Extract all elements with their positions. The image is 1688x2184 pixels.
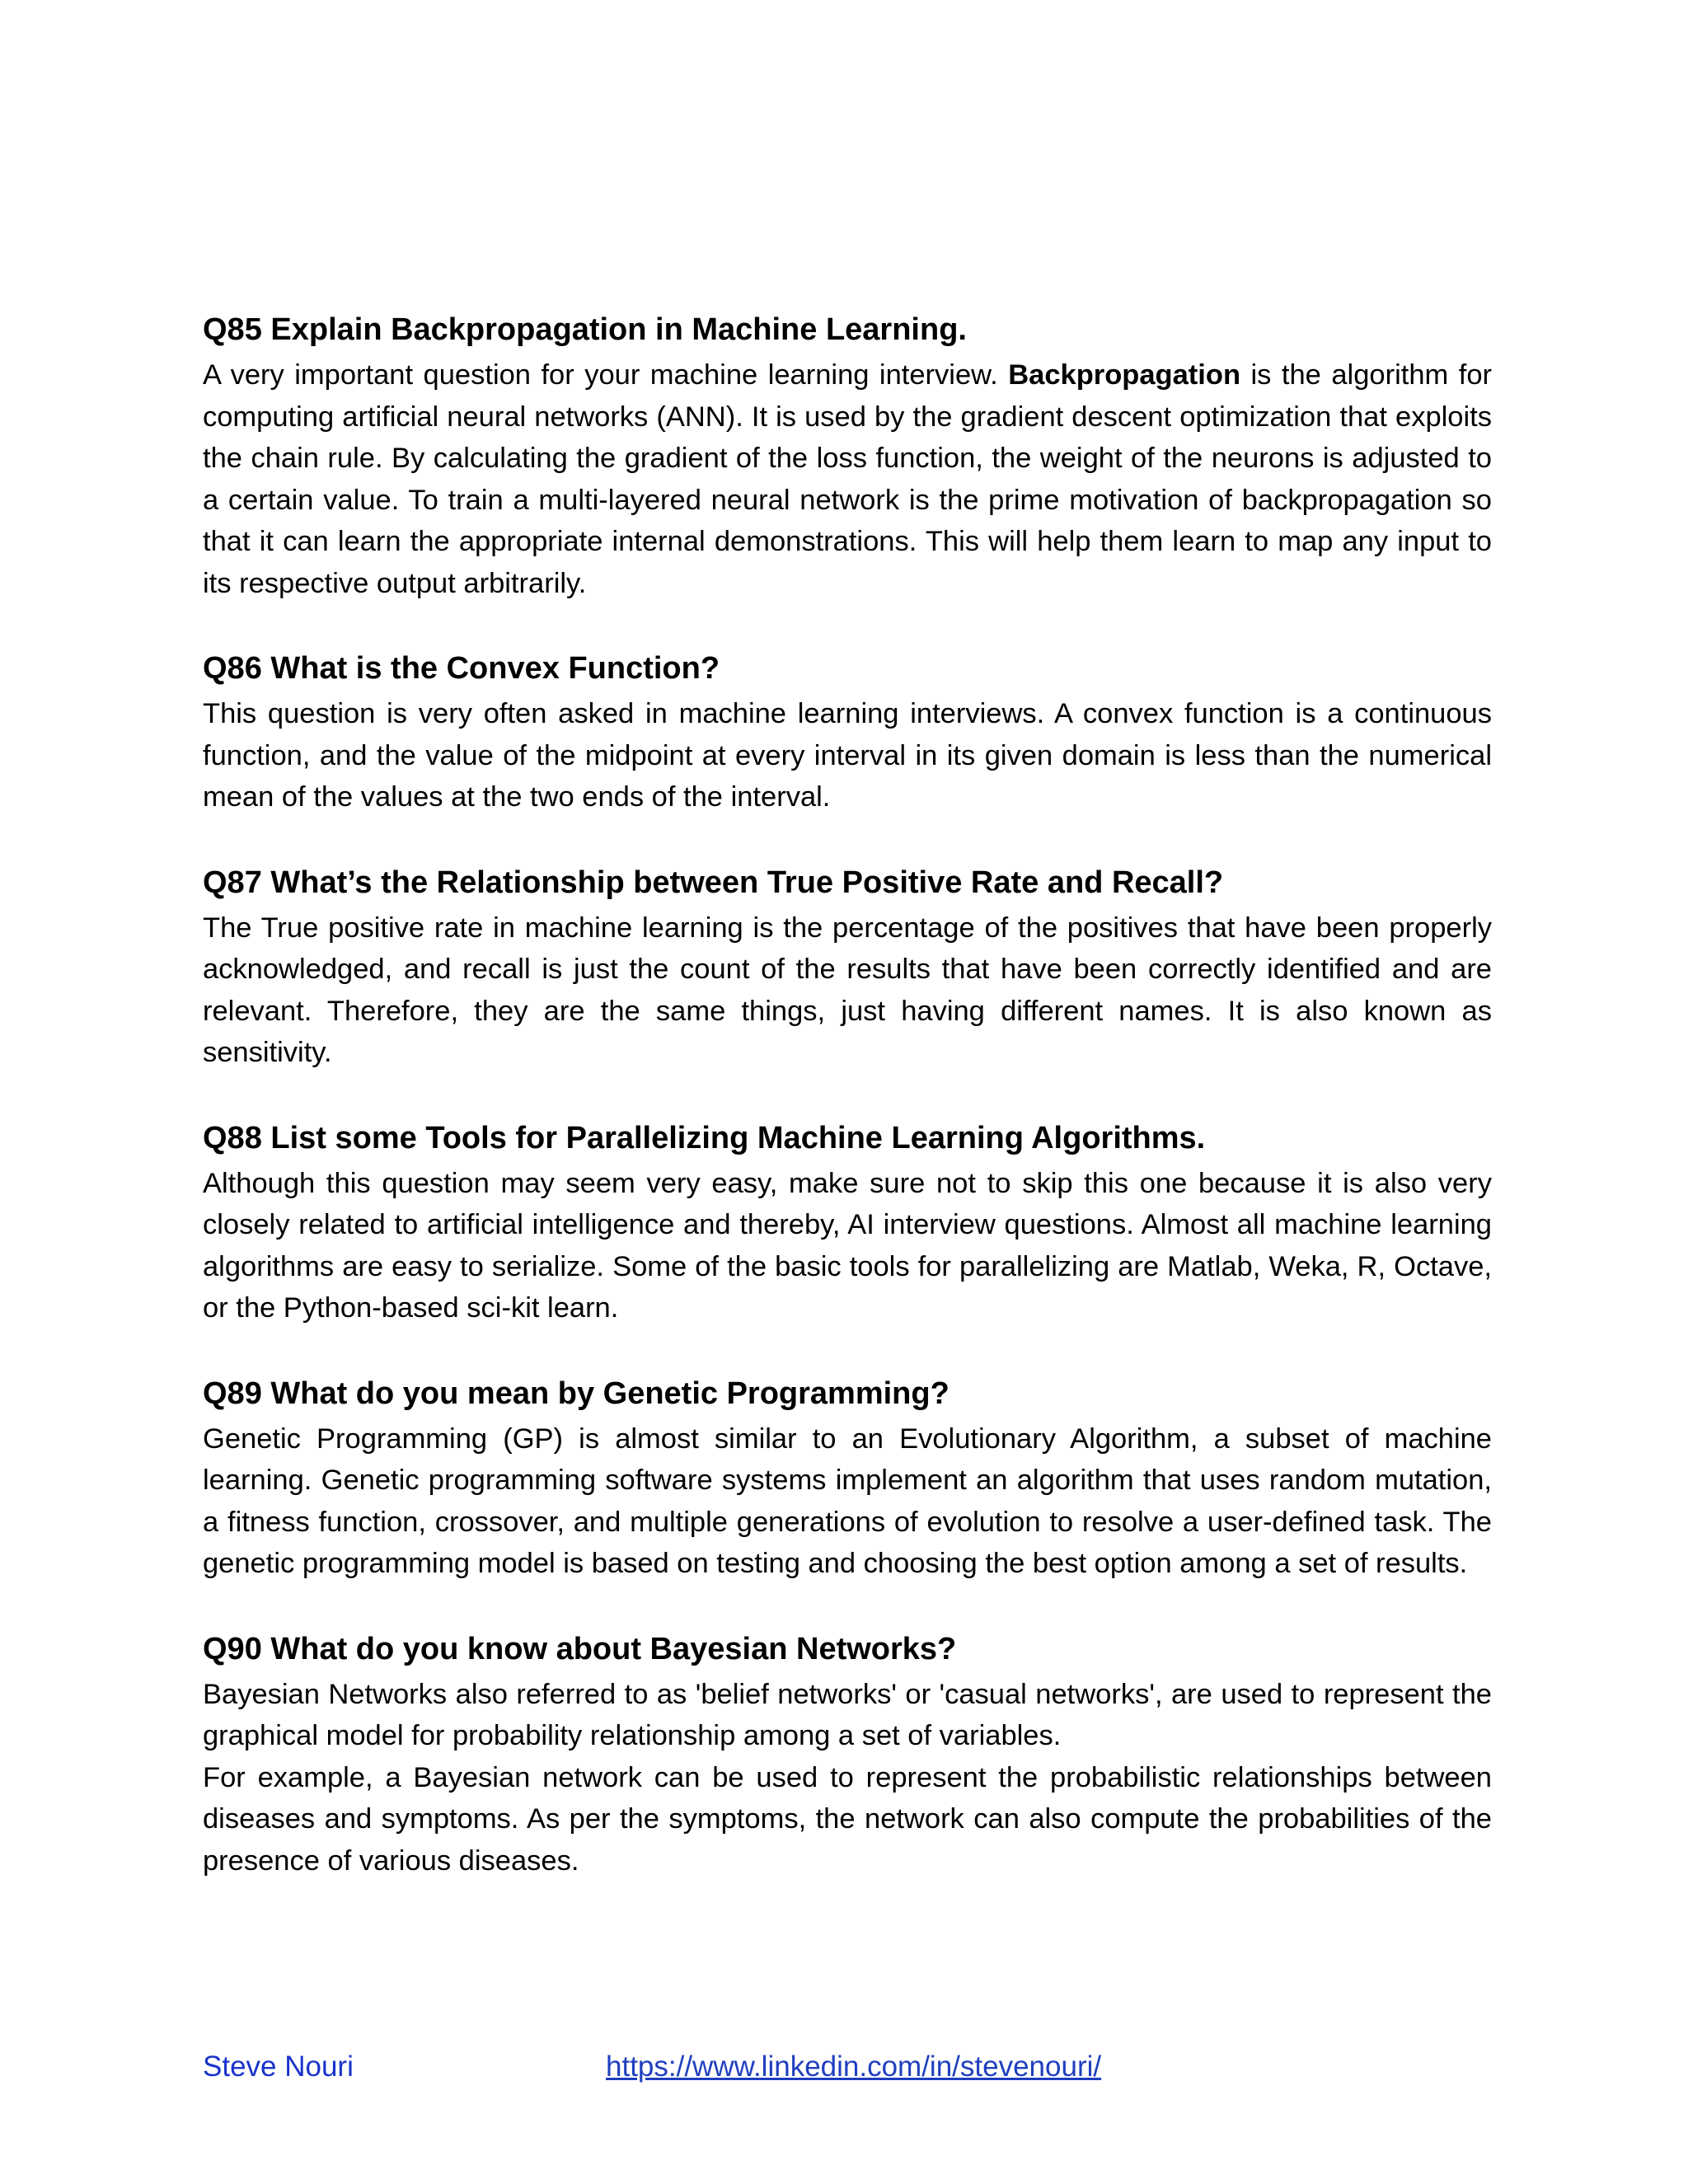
question-answer — [203, 354, 1492, 604]
question-answer: The True positive rate in machine learning is the percentage of the positives that have been properly acknowledged, and recall is just the count of the results that have been correctly identified and are relevant. Therefore, they are the same things, just having different names. It is also known as sensitivity. — [203, 912, 1492, 1068]
answer-text: is the algorithm for computing artificial neural networks (ANN). It is used by the gradient descent optimization that exploits the chain rule. By calculating the gradient of the loss function, the weight of the neurons is adjusted to a certain value. To train a multi-layered neural network is the prime motivation of backpropagation so that it can learn the appropriate internal demonstrations. This will help them learn to map any input to its respective output arbitrarily. — [203, 359, 1492, 599]
question-title: Q88 List some Tools for Parallelizing Machine Learning Algorithms. — [203, 1120, 1206, 1155]
question-answer: Genetic Programming (GP) is almost similar to an Evolutionary Algorithm, a subset of machine learning. Genetic programming software systems implement an algorithm that uses random mutation, a fitness function, crossover, and multiple generations of evolution to resolve a user-defined task. The genetic programming model is based on testing and choosing the best option among a set of results. — [203, 1422, 1492, 1579]
footer-author: Steve Nouri — [203, 2050, 354, 2083]
question-title: Q85 Explain Backpropagation in Machine Learning. — [203, 312, 967, 347]
question-90 — [203, 1628, 1492, 1882]
question-88 — [203, 1117, 1492, 1329]
answer-text: A very important question for your machine learning interview. — [203, 359, 1009, 391]
question-87 — [203, 861, 1492, 1074]
answer-bold-term: Backpropagation — [1008, 359, 1241, 391]
question-title: Q86 What is the Convex Function? — [203, 651, 720, 686]
question-answer-continued: For example, a Bayesian network can be used to represent the probabilistic relationships between diseases and symptoms. As per the symptoms, the network can also compute the probabilities of the presence of various diseases. — [203, 1761, 1492, 1877]
question-86 — [203, 647, 1492, 818]
question-title: Q90 What do you know about Bayesian Networks? — [203, 1631, 957, 1666]
question-85 — [203, 308, 1492, 604]
question-answer: This question is very often asked in machine learning interviews. A convex function is a continuous function, and the value of the midpoint at every interval in its given domain is less than the numerical mean of the values at the two ends of the interval. — [203, 698, 1492, 813]
footer-linkedin-link[interactable]: https://www.linkedin.com/in/stevenouri/ — [606, 2050, 1102, 2083]
question-answer: Although this question may seem very easy, make sure not to skip this one because it is also very closely related to artificial intelligence and thereby, AI interview questions. Almost all machine learning algorithms are easy to serialize. Some of the basic tools for parallelizing are Matlab, Weka, R, Octave, or the Python-based sci-kit learn. — [203, 1167, 1492, 1324]
question-89 — [203, 1372, 1492, 1585]
question-title: Q89 What do you mean by Genetic Programming? — [203, 1376, 950, 1411]
question-title: Q87 What’s the Relationship between True Positive Rate and Recall? — [203, 865, 1224, 900]
document-content — [203, 308, 1492, 1924]
question-answer: Bayesian Networks also referred to as 'belief networks' or 'casual networks', are used to represent the graphical model for probability relationship among a set of variables. — [203, 1678, 1492, 1751]
